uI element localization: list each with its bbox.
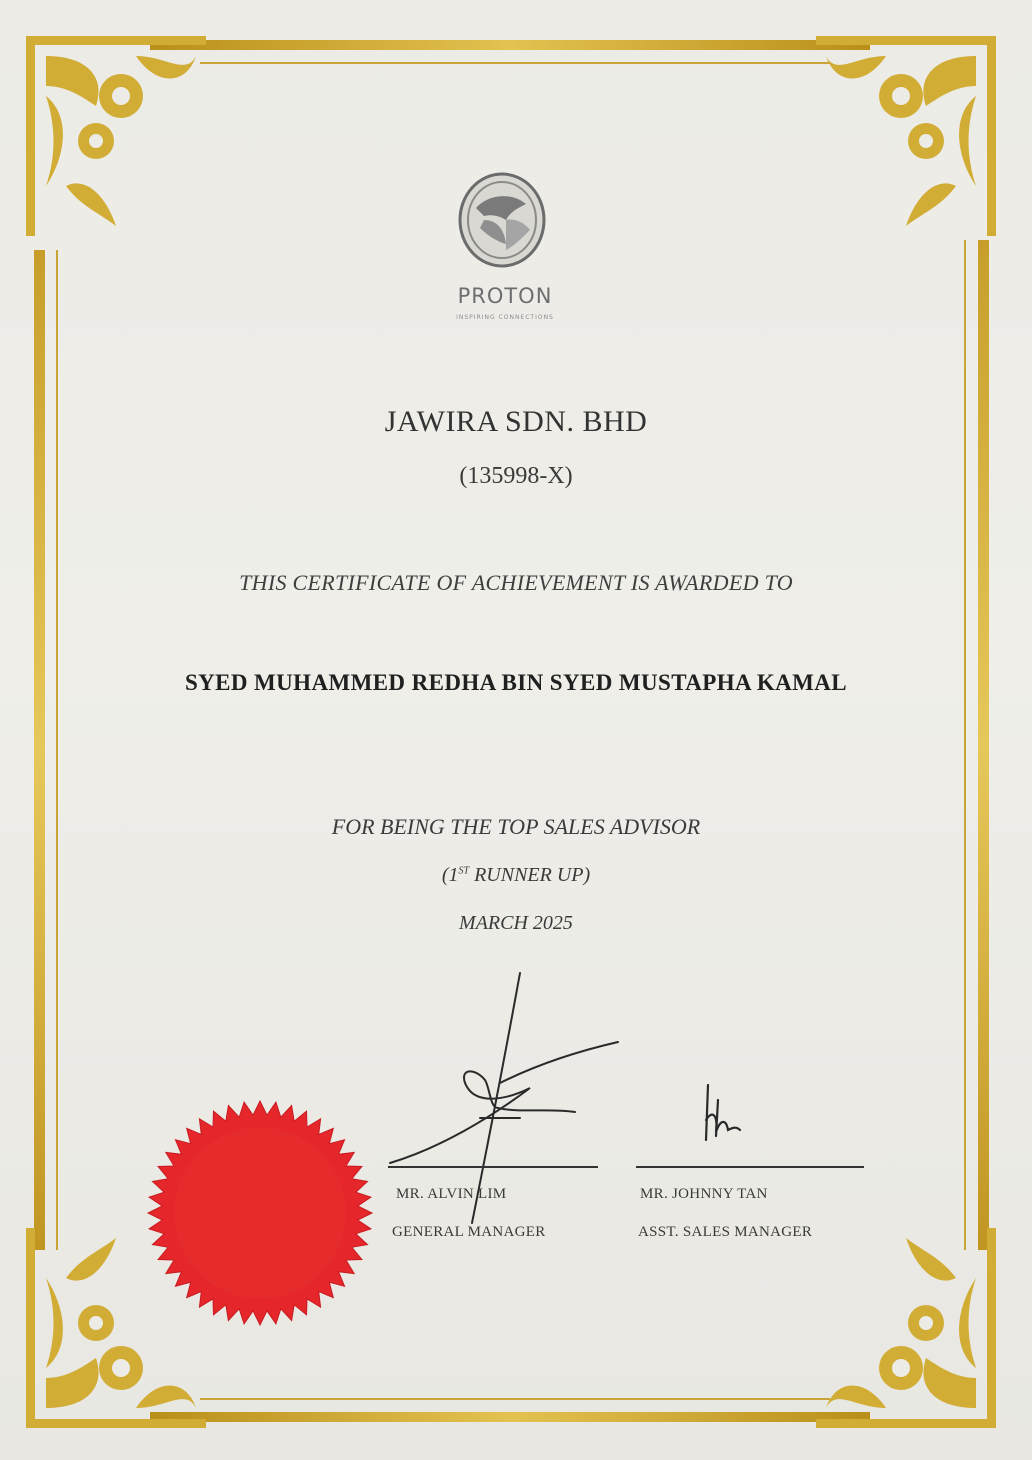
corner-ornament-top-right [816,36,996,236]
border-top-inner [200,62,830,64]
award-rank [0,864,1032,887]
corner-ornament-top-left [26,36,206,236]
border-top [150,40,870,50]
proton-emblem-icon [440,168,570,338]
signatory-title-asst-sales-manager: ASST. SALES MANAGER [638,1224,813,1240]
company-name: JAWIRA SDN. BHD [384,405,648,438]
award-rank-open: (1 [441,864,459,886]
award-rank-close: RUNNER UP) [469,864,591,886]
award-date: MARCH 2025 [459,912,573,934]
border-left-inner [56,250,58,1250]
signature-line-general-manager [388,1166,598,1168]
signature-asst-sales-manager [690,1080,760,1150]
proton-logo [440,168,570,338]
brand-tagline: INSPIRING CONNECTIONS [456,314,554,321]
signatory-name-asst-sales-manager: MR. JOHNNY TAN [640,1186,768,1202]
red-seal [145,1098,375,1328]
awarded-line: THIS CERTIFICATE OF ACHIEVEMENT IS AWARDED TO [239,570,793,595]
company-registration: (135998-X) [459,463,573,489]
recipient-name: SYED MUHAMMED REDHA BIN SYED MUSTAPHA KAMAL [184,670,848,695]
border-right [978,240,989,1250]
award-reason: FOR BEING THE TOP SALES ADVISOR [331,814,701,839]
signatory-name-general-manager: MR. ALVIN LIM [396,1186,507,1202]
signature-line-asst-sales-manager [636,1166,864,1168]
border-bottom-inner [200,1398,830,1400]
signatory-title-general-manager: GENERAL MANAGER [392,1224,546,1240]
award-rank-sup: ST [458,865,470,877]
corner-ornament-bottom-right [816,1228,996,1428]
border-bottom [150,1412,870,1422]
border-left [34,250,45,1250]
border-right-inner [964,240,966,1250]
brand-name: PROTON [457,284,553,308]
